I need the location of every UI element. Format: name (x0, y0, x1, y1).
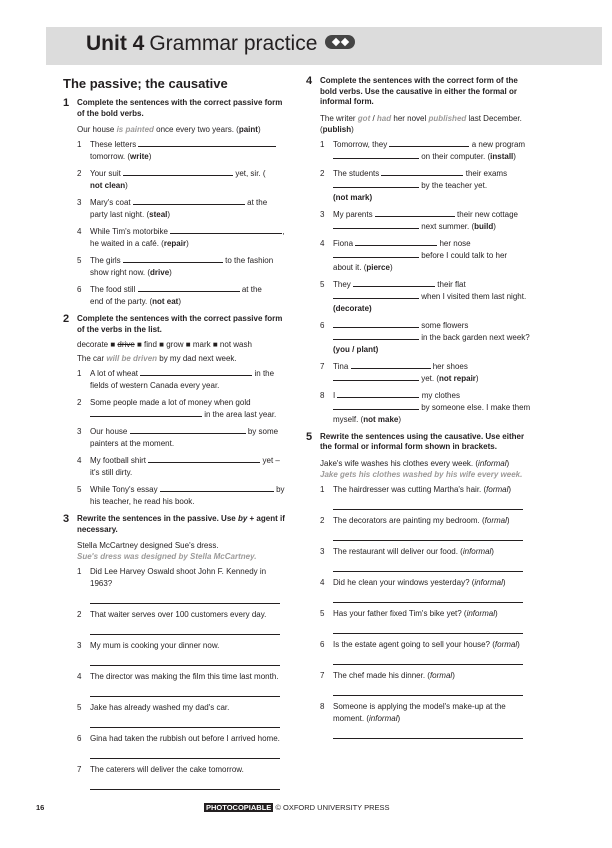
answer-line[interactable] (90, 745, 280, 759)
list-item: 5 The girls to the fashion show right now. (drive) (77, 256, 274, 277)
list-item: 1 Did Lee Harvey Oswald shoot John F. Kennedy in 1963? (77, 566, 289, 604)
exercise-2: 2 Complete the sentences with the correct passive form of the verbs in the list. decorate ■ drive ■ find ■ grow ■ mark ■ not wash The car will be driven by my dad next week. 1 A lot of wheat in the fields of western Canada every year. 2 Some people made a lot of money when gold in the area last year. 3 Our house by some painters at the moment. 4 My football shirt yet – it's still dirty. 5 While Tony's essay by his teacher, he read his book. (63, 314, 289, 508)
list-item: 7 The chef made his dinner. (formal) (320, 670, 532, 696)
answer-blank[interactable] (337, 390, 419, 398)
list-item: 4 The director was making the film this time last month. (77, 671, 289, 697)
page-footer (0, 802, 612, 816)
answer-blank[interactable] (333, 291, 419, 299)
list-item: 6 Is the estate agent going to sell your house? (formal) (320, 639, 532, 665)
answer-blank[interactable] (133, 197, 245, 205)
list-item: 4 Did he clean your windows yesterday? (informal) (320, 577, 532, 603)
list-item: 3 My parents their new cottage next summer. (build) (320, 209, 518, 231)
exercise-2-example: The car will be driven by my dad next week. (77, 354, 237, 363)
answer-line[interactable] (333, 620, 523, 634)
exercise-1-instructions: Complete the sentences with the correct passive form of the bold verbs. (77, 98, 283, 118)
answer-line[interactable] (333, 527, 523, 541)
difficulty-stars-icon (325, 35, 355, 49)
exercise-4-example: The writer got / had her novel published last December. (publish) (320, 113, 522, 134)
copyright-line: PHOTOCOPIABLE © OXFORD UNIVERSITY PRESS (206, 803, 390, 812)
answer-blank[interactable] (160, 484, 274, 492)
answer-blank[interactable] (381, 168, 463, 176)
answer-blank[interactable] (375, 209, 455, 217)
list-item: 5 They their flat when I visited them last night. (decorate) (320, 279, 527, 313)
answer-line[interactable] (90, 683, 280, 697)
answer-blank[interactable] (333, 250, 419, 258)
list-item: 5 Has your father fixed Tim's bike yet? (informal) (320, 608, 532, 634)
answer-blank[interactable] (333, 402, 419, 410)
list-item: 3 Mary's coat at the party last night. (steal) (77, 198, 268, 219)
answer-blank[interactable] (333, 320, 419, 328)
section-title: The passive; the causative (63, 76, 228, 91)
list-item: 5 While Tony's essay by his teacher, he read his book. (77, 485, 285, 506)
list-item: 1 The hairdresser was cutting Martha's hair. (formal) (320, 484, 532, 510)
exercise-3-instructions: Rewrite the sentences in the passive. Use by + agent if necessary. (77, 514, 285, 534)
list-item: 4 While Tim's motorbike , he waited in a café. (repair) (77, 227, 285, 248)
list-item: 2 Your suit yet, sir. ( not clean) (77, 169, 266, 190)
exercise-4: 4 Complete the sentences with the correct form of the bold verbs. Use the causative in either the formal or informal form. The writer got / had her novel published last December. (publish) 1 Tomorrow, they a new program on their computer. (install) 2 The students their exams by the teacher yet. (not mark) 3 My parents their new cottage next summer. (build) 4 Fiona her nose before I could talk to her about it. (pierce) 5 They their flat when I visited them last night. (decorate) 6 some flowers in the back garden next week? (you / plant) 7 Tina her shoes yet. (not repair) 8 I my clothes by someone else. I make them myself. (not make) (306, 75, 531, 424)
unit-header-bar (46, 27, 602, 65)
list-item: 8 I my clothes by someone else. I make them myself. (not make) (320, 390, 531, 424)
answer-blank[interactable] (148, 455, 260, 463)
list-item: 2 That waiter serves over 100 customers every day. (77, 609, 289, 635)
list-item: 8 Someone is applying the model's make-up at the moment. (informal) (320, 701, 532, 739)
list-item: 6 some flowers in the back garden next week? (you / plant) (320, 320, 530, 354)
answer-blank[interactable] (140, 368, 252, 376)
list-item: 2 The students their exams by the teacher yet. (not mark) (320, 168, 508, 202)
answer-blank[interactable] (353, 279, 435, 287)
answer-blank[interactable] (333, 373, 419, 381)
list-item: 3 My mum is cooking your dinner now. (77, 640, 289, 666)
answer-blank[interactable] (389, 139, 469, 147)
list-item: 4 Fiona her nose before I could talk to her about it. (pierce) (320, 238, 508, 272)
exercise-1: 1 Complete the sentences with the correct passive form of the bold verbs. Our house is painted once every two years. (paint) 1 These letters tomorrow. (write) 2 Your suit yet, sir. ( not clean) 3 Mary's coat at the party last night. (steal) 4 While Tim's motorbike , he waited in a café. (repair) 5 The girls to the fashion show right now. (drive) 6 The food still at the end of the party. (not eat) (63, 98, 289, 308)
answer-blank[interactable] (123, 168, 233, 176)
answer-line[interactable] (90, 714, 280, 728)
exercise-5-example: Jake's wife washes his clothes every week. (informal) Jake gets his clothes washed by his wife every week. (320, 458, 523, 479)
list-item: 7 Tina her shoes yet. (not repair) (320, 361, 479, 383)
answer-line[interactable] (333, 558, 523, 572)
list-item: 4 My football shirt yet – it's still dirty. (77, 456, 280, 477)
answer-blank[interactable] (333, 151, 419, 159)
answer-line[interactable] (333, 589, 523, 603)
list-item: 1 Tomorrow, they a new program on their computer. (install) (320, 139, 526, 161)
answer-blank[interactable] (130, 426, 246, 434)
list-item: 2 Some people made a lot of money when gold in the area last year. (77, 398, 277, 419)
list-item: 7 The caterers will deliver the cake tomorrow. (77, 764, 289, 790)
right-column (306, 76, 532, 745)
list-item: 1 These letters tomorrow. (write) (77, 139, 289, 163)
list-item: 6 Gina had taken the rubbish out before I arrived home. (77, 733, 289, 759)
answer-blank[interactable] (355, 238, 437, 246)
answer-line[interactable] (90, 590, 280, 604)
exercise-2-instructions: Complete the sentences with the correct passive form of the verbs in the list. (77, 314, 283, 334)
answer-blank[interactable] (123, 255, 223, 263)
page-number: 16 (36, 803, 45, 812)
answer-blank[interactable] (333, 221, 419, 229)
exercise-5: 5 Rewrite the sentences using the causative. Use either the formal or informal form shown in brackets. Jake's wife washes his clothes every week. (informal) Jake gets his clothes washed by his wife every week. 1 The hairdresser was cutting Martha's hair. (formal) 2 The decorators are painting my bedroom. (formal) 3 The restaurant will deliver our food. (informal) 4 Did he clean your windows yesterday? (informal) 5 Has your father fixed Tim's bike yet? (informal) 6 Is the estate agent going to sell your house? (formal) 7 The chef made his dinner. (formal) 8 Someone is applying the model's make-up at the moment. (informal) (306, 432, 532, 739)
answer-blank[interactable] (138, 284, 240, 292)
exercise-3: 3 Rewrite the sentences in the passive. Use by + agent if necessary. Stella McCartney designed Sue's dress. Sue's dress was designed by Stella McCartney. 1 Did Lee Harvey Oswald shoot John F. Kennedy in 1963? 2 That waiter serves over 100 customers every day. 3 My mum is cooking your dinner now. 4 The director was making the film this time last month. 5 Jake has already washed my dad's car. 6 Gina had taken the rubbish out before I arrived home. 7 The caterers will deliver the cake tomorrow. (63, 514, 289, 790)
answer-blank[interactable] (333, 180, 419, 188)
answer-line[interactable] (333, 682, 523, 696)
left-column (63, 76, 289, 796)
list-item: 1 A lot of wheat in the fields of western Canada every year. (77, 369, 275, 390)
list-item: 3 Our house by some painters at the moment. (77, 427, 279, 448)
exercise-4-instructions: Complete the sentences with the correct form of the bold verbs. Use the causative in either the formal or informal form. (320, 76, 518, 106)
list-item: 5 Jake has already washed my dad's car. (77, 702, 289, 728)
exercise-3-example: Stella McCartney designed Sue's dress. Sue's dress was designed by Stella McCartney. (77, 541, 257, 561)
exercise-5-instructions: Rewrite the sentences using the causative. Use either the formal or informal form shown in brackets. (320, 431, 525, 451)
answer-line[interactable] (333, 725, 523, 739)
answer-line[interactable] (90, 776, 280, 790)
list-item: 2 The decorators are painting my bedroom. (formal) (320, 515, 532, 541)
list-item: 3 The restaurant will deliver our food. (informal) (320, 546, 532, 572)
answer-blank[interactable] (138, 139, 276, 147)
word-list: decorate ■ drive ■ find ■ grow ■ mark ■ not wash (77, 340, 252, 349)
answer-line[interactable] (333, 496, 523, 510)
answer-line[interactable] (90, 621, 280, 635)
answer-blank[interactable] (333, 332, 419, 340)
answer-blank[interactable] (170, 226, 282, 234)
answer-blank[interactable] (351, 361, 431, 369)
exercise-1-example: Our house is painted once every two years. (paint) (77, 125, 261, 134)
answer-line[interactable] (90, 652, 280, 666)
page-title: Unit 4 Grammar practice (86, 32, 355, 56)
answer-line[interactable] (333, 651, 523, 665)
answer-blank[interactable] (90, 409, 202, 417)
list-item: 6 The food still at the end of the party. (not eat) (77, 285, 262, 306)
